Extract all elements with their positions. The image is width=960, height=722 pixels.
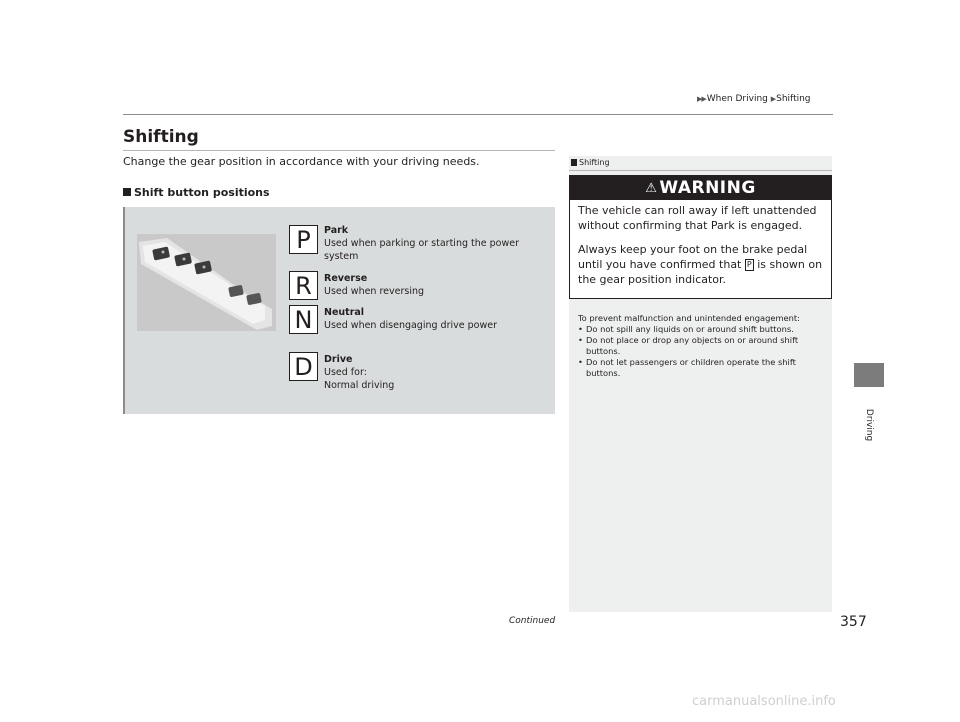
note-header-text: Shifting — [579, 158, 610, 167]
breadcrumb — [697, 94, 811, 104]
reverse-description — [324, 272, 549, 298]
note-body — [578, 313, 828, 379]
drive-description — [324, 353, 549, 392]
warning-text-part: is shown on the gear position indicator. — [578, 258, 823, 286]
section-tab[interactable] — [854, 363, 884, 387]
park-description — [324, 224, 549, 263]
subheading — [123, 186, 270, 199]
drive-gear-icon: D — [289, 352, 318, 381]
gear-name: Drive — [324, 354, 353, 365]
warning-triangle-icon: ⚠ — [645, 180, 658, 196]
section-tab-label: Driving — [864, 408, 874, 442]
note-intro: To prevent malfunction and unintended engagement: — [578, 313, 800, 323]
panel-edge — [123, 207, 125, 414]
note-header — [569, 156, 832, 171]
square-bullet-icon — [123, 188, 131, 196]
park-symbol-icon: P — [746, 260, 752, 269]
park-gear-icon: P — [289, 225, 318, 254]
title-divider — [123, 150, 555, 151]
gear-desc-detail: Normal driving — [324, 380, 395, 391]
warning-label: WARNING — [659, 178, 756, 198]
page-title: Shifting — [123, 127, 199, 147]
list-item: • Do not spill any liquids on or around shift buttons. — [578, 324, 828, 335]
breadcrumb-item[interactable]: Shifting — [776, 94, 811, 104]
gear-desc: Used when parking or starting the power system — [324, 238, 519, 262]
note-icon — [571, 159, 577, 166]
gear-desc: Used for: — [324, 367, 367, 378]
gear-name: Park — [324, 225, 349, 236]
header-divider — [123, 114, 833, 115]
subheading-text: Shift button positions — [134, 186, 270, 199]
shift-buttons-photo — [137, 234, 276, 331]
intro-text: Change the gear position in accordance with your driving needs. — [123, 155, 480, 168]
warning-paragraph: The vehicle can roll away if left unattended without confirming that Park is engaged. — [578, 204, 817, 232]
warning-banner — [570, 176, 831, 200]
list-item: • Do not place or drop any objects on or around shift buttons. — [578, 335, 828, 357]
list-item: • Do not let passengers or children operate the shift buttons. — [578, 357, 828, 379]
gear-name: Reverse — [324, 273, 368, 284]
note-bullet-list — [578, 324, 828, 379]
neutral-gear-icon: N — [289, 305, 318, 334]
warning-text — [578, 203, 830, 296]
watermark: carmanualsonline.info — [692, 694, 836, 709]
breadcrumb-arrow-icon: ▶ — [770, 95, 776, 103]
breadcrumb-arrow-icon: ▶▶ — [697, 95, 706, 103]
page-number: 357 — [840, 614, 867, 630]
gear-desc: Used when disengaging drive power — [324, 320, 497, 331]
neutral-description — [324, 306, 549, 332]
gear-name: Neutral — [324, 307, 365, 318]
warning-text-part: Always keep your foot on the brake pedal until you have confirmed that — [578, 243, 808, 271]
continued-label: Continued — [509, 616, 556, 626]
gear-desc: Used when reversing — [324, 286, 425, 297]
warning-paragraph — [578, 242, 830, 287]
breadcrumb-item[interactable]: When Driving — [706, 94, 768, 104]
reverse-gear-icon: R — [289, 271, 318, 300]
shift-console-illustration — [137, 234, 276, 331]
